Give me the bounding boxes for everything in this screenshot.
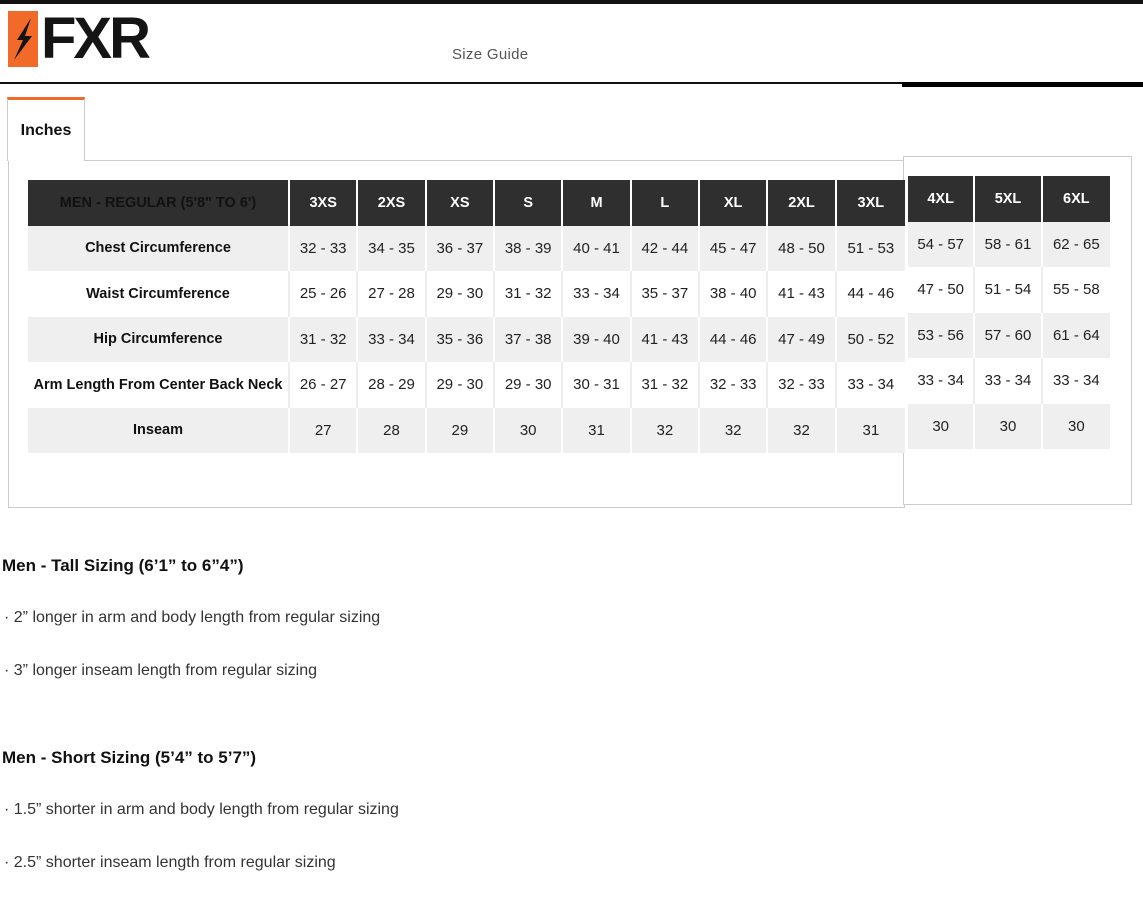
table-row: [908, 222, 1110, 268]
size-cell: 38 - 40: [700, 271, 768, 317]
size-cell: 28: [358, 408, 426, 454]
size-cell: 45 - 47: [700, 226, 768, 272]
top-black-bar: [0, 0, 1143, 4]
size-cell: 31 - 32: [632, 362, 700, 408]
size-cell: 32 - 33: [768, 362, 836, 408]
size-cell: 29 - 30: [427, 271, 495, 317]
size-column-header: 3XL: [837, 180, 905, 226]
size-cell: 47 - 50: [908, 267, 975, 313]
size-column-header: 2XL: [768, 180, 836, 226]
size-cell: 29: [427, 408, 495, 454]
tall-sizing-bullet: · 3” longer inseam length from regular sizing: [4, 662, 318, 679]
size-column-header: 5XL: [975, 176, 1042, 222]
tall-sizing-heading: Men - Tall Sizing (6’1” to 6”4”): [2, 556, 244, 575]
size-cell: 55 - 58: [1043, 267, 1110, 313]
size-cell: 50 - 52: [837, 317, 905, 363]
size-column-header: 4XL: [908, 176, 975, 222]
size-cell: 26 - 27: [290, 362, 358, 408]
table-row: [908, 313, 1110, 359]
size-cell: 27: [290, 408, 358, 454]
brand-logo[interactable]: [8, 6, 148, 71]
size-cell: 53 - 56: [908, 313, 975, 359]
size-cell: 33 - 34: [837, 362, 905, 408]
size-cell: 34 - 35: [358, 226, 426, 272]
size-cell: 36 - 37: [427, 226, 495, 272]
size-column-header: 6XL: [1043, 176, 1110, 222]
size-cell: 30: [495, 408, 563, 454]
page-title: Size Guide: [452, 46, 529, 63]
size-cell: 32 - 33: [700, 362, 768, 408]
size-cell: 51 - 53: [837, 226, 905, 272]
table-row: [908, 358, 1110, 404]
size-cell: 28 - 29: [358, 362, 426, 408]
size-table-main: [28, 180, 905, 453]
size-cell: 39 - 40: [563, 317, 631, 363]
size-cell: 40 - 41: [563, 226, 631, 272]
size-cell: 58 - 61: [975, 222, 1042, 268]
size-cell: 31 - 32: [495, 271, 563, 317]
size-cell: 35 - 37: [632, 271, 700, 317]
tall-sizing-bullet: · 2” longer in arm and body length from regular sizing: [4, 609, 381, 626]
size-cell: 33 - 34: [563, 271, 631, 317]
table-row: [28, 362, 905, 408]
horizontal-scrollbar-thumb[interactable]: [902, 82, 1143, 87]
short-sizing-heading: Men - Short Sizing (5’4” to 5’7”): [2, 748, 257, 767]
size-column-header: S: [495, 180, 563, 226]
size-column-header: XL: [700, 180, 768, 226]
size-cell: 31: [837, 408, 905, 454]
size-cell: 33 - 34: [975, 358, 1042, 404]
table-row: [28, 271, 905, 317]
size-cell: 27 - 28: [358, 271, 426, 317]
table-row: [28, 317, 905, 363]
size-cell: 62 - 65: [1043, 222, 1110, 268]
short-sizing-bullet: · 1.5” shorter in arm and body length from regular sizing: [4, 801, 399, 818]
short-sizing-bullet: · 2.5” shorter inseam length from regular sizing: [4, 854, 336, 871]
size-cell: 61 - 64: [1043, 313, 1110, 359]
row-label: Chest Circumference: [28, 226, 290, 272]
table-row: [908, 267, 1110, 313]
size-column-header: M: [563, 180, 631, 226]
fxr-mark-icon: [8, 11, 38, 67]
brand-logo-text: FXR: [41, 6, 148, 71]
size-cell: 32: [700, 408, 768, 454]
size-cell: 30: [908, 404, 975, 450]
size-column-header: 2XS: [358, 180, 426, 226]
size-cell: 32: [768, 408, 836, 454]
tab-inches-label: Inches: [20, 121, 72, 139]
size-cell: 48 - 50: [768, 226, 836, 272]
size-cell: 33 - 34: [358, 317, 426, 363]
size-cell: 47 - 49: [768, 317, 836, 363]
size-cell: 44 - 46: [837, 271, 905, 317]
size-table-header-row: [28, 180, 905, 226]
table-row: [908, 404, 1110, 450]
row-label: Hip Circumference: [28, 317, 290, 363]
size-cell: 54 - 57: [908, 222, 975, 268]
size-cell: 42 - 44: [632, 226, 700, 272]
size-column-header: 3XS: [290, 180, 358, 226]
size-cell: 31 - 32: [290, 317, 358, 363]
size-cell: 41 - 43: [632, 317, 700, 363]
size-cell: 33 - 34: [908, 358, 975, 404]
size-cell: 35 - 36: [427, 317, 495, 363]
size-cell: 41 - 43: [768, 271, 836, 317]
size-cell: 32 - 33: [290, 226, 358, 272]
size-cell: 38 - 39: [495, 226, 563, 272]
size-cell: 51 - 54: [975, 267, 1042, 313]
row-label: Arm Length From Center Back Neck: [28, 362, 290, 408]
size-cell: 29 - 30: [427, 362, 495, 408]
size-cell: 57 - 60: [975, 313, 1042, 359]
table-row: [28, 408, 905, 454]
row-label: Waist Circumference: [28, 271, 290, 317]
size-table-header-row: [908, 176, 1110, 222]
size-cell: 30: [1043, 404, 1110, 450]
size-cell: 30: [975, 404, 1042, 450]
size-cell: 37 - 38: [495, 317, 563, 363]
size-cell: 31: [563, 408, 631, 454]
table-row: [28, 226, 905, 272]
size-column-header: XS: [427, 180, 495, 226]
size-cell: 30 - 31: [563, 362, 631, 408]
size-cell: 32: [632, 408, 700, 454]
size-cell: 25 - 26: [290, 271, 358, 317]
size-table-overflow-columns: [908, 176, 1110, 449]
tab-inches[interactable]: [7, 97, 85, 161]
row-label: Inseam: [28, 408, 290, 454]
table-title-cell: MEN - REGULAR (5'8" TO 6'): [28, 180, 290, 226]
size-cell: 33 - 34: [1043, 358, 1110, 404]
size-cell: 29 - 30: [495, 362, 563, 408]
size-column-header: L: [632, 180, 700, 226]
size-cell: 44 - 46: [700, 317, 768, 363]
